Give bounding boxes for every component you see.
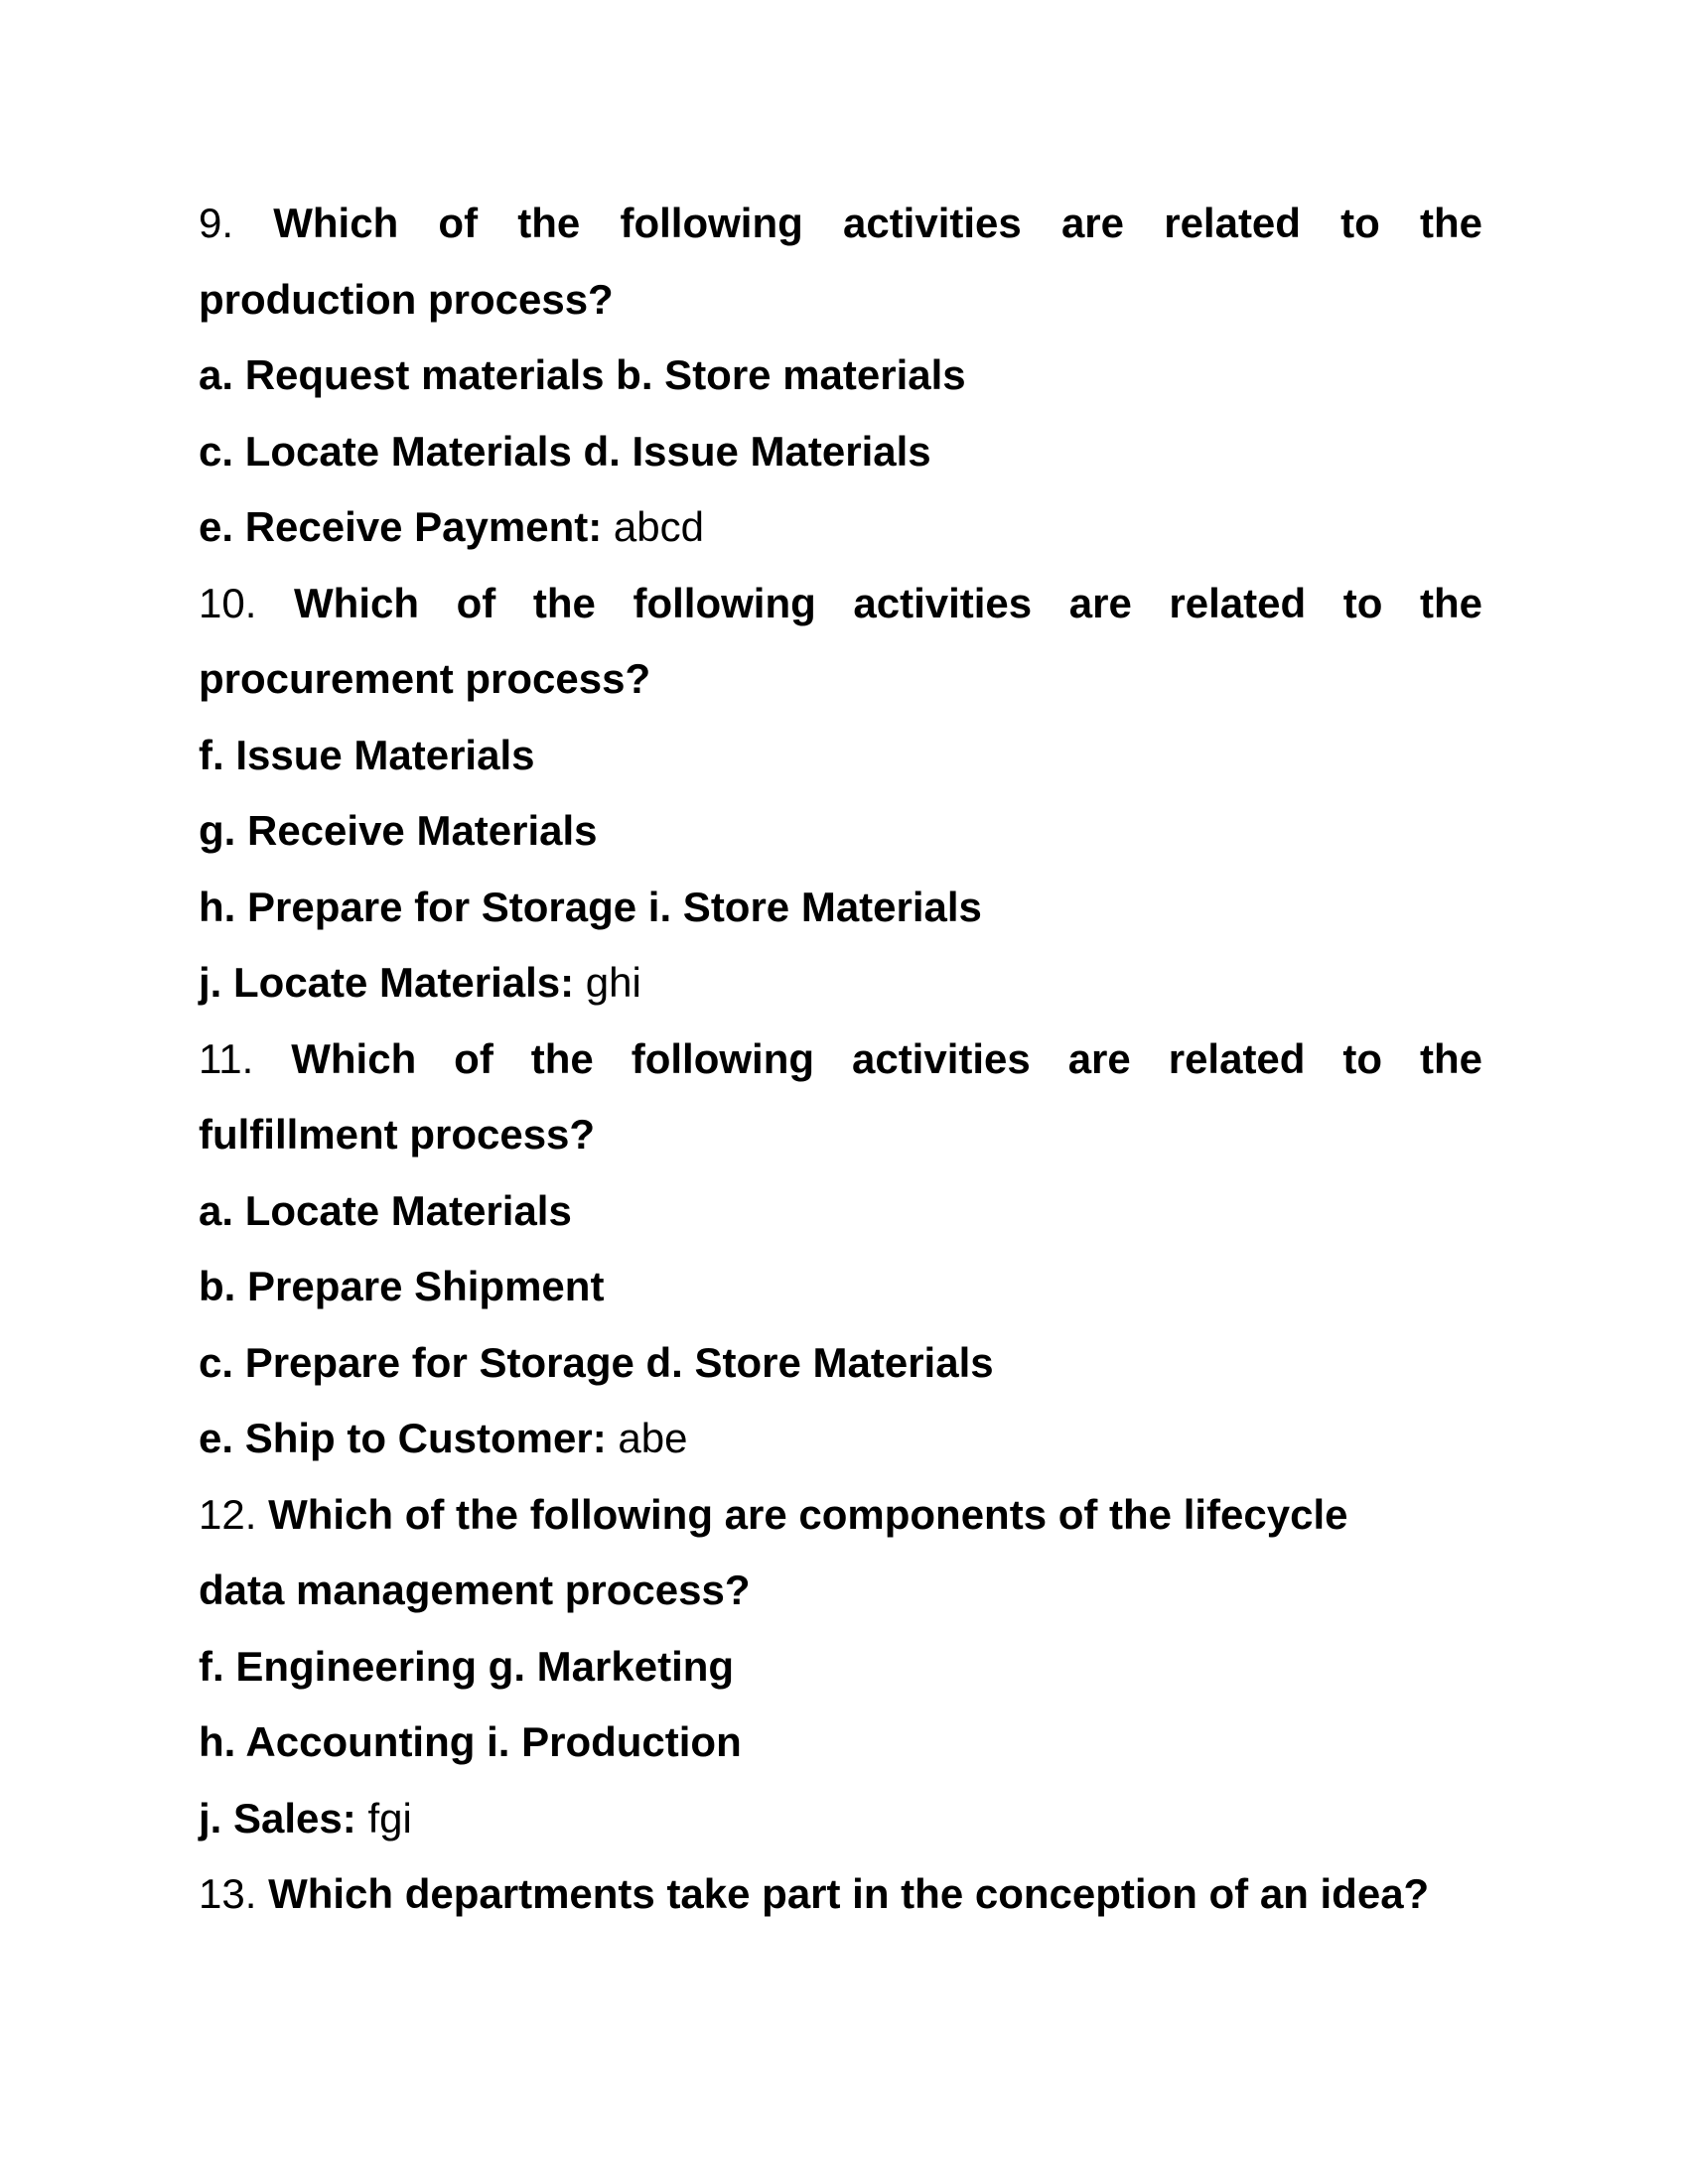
option-line: b. Prepare Shipment: [199, 1263, 605, 1309]
option-line: g. Receive Materials: [199, 807, 598, 854]
option-line: c. Locate Materials d. Issue Materials: [199, 427, 931, 475]
question-number: 12.: [199, 1490, 257, 1538]
question-12-line2: data management process?: [199, 1567, 751, 1613]
answer-line: [199, 954, 1482, 1030]
question-text: Which of the following activities are related to the: [291, 1034, 1483, 1082]
last-option: e. Receive Payment:: [199, 503, 603, 550]
option-line: h. Accounting i. Production: [199, 1718, 742, 1765]
option-line: f. Engineering g. Marketing: [199, 1642, 735, 1690]
answer: abcd: [613, 503, 704, 550]
question-text: Which of the following are components of the lifecycle: [268, 1490, 1348, 1538]
question-number: 9.: [199, 200, 234, 246]
answer-line: [199, 1790, 1482, 1866]
question-number: 10.: [199, 579, 257, 626]
answer-line: [199, 498, 1482, 575]
option-line: a. Locate Materials: [199, 1186, 572, 1234]
question-9-line1: [199, 195, 1482, 271]
question-13-line1: [199, 1865, 1482, 1942]
last-option: j. Locate Materials:: [199, 959, 575, 1006]
document-page: [199, 195, 1482, 1942]
question-11-line2: fulfillment process?: [199, 1111, 596, 1158]
last-option: j. Sales:: [199, 1794, 356, 1842]
question-10-line1: [199, 575, 1482, 651]
option-line: a. Request materials b. Store materials: [199, 351, 966, 398]
question-9-line2: production process?: [199, 275, 614, 323]
last-option: e. Ship to Customer:: [199, 1415, 607, 1461]
option-line: h. Prepare for Storage i. Store Materials: [199, 883, 982, 930]
question-text: Which departments take part in the conception of an idea?: [268, 1870, 1430, 1917]
answer: fgi: [367, 1794, 412, 1842]
question-text: Which of the following activities are related to the: [294, 579, 1483, 626]
question-number: 13.: [199, 1870, 257, 1917]
answer-line: [199, 1410, 1482, 1486]
question-number: 11.: [199, 1034, 254, 1082]
answer: ghi: [585, 959, 641, 1006]
question-12-line1: [199, 1486, 1482, 1563]
answer: abe: [618, 1415, 688, 1461]
option-line: c. Prepare for Storage d. Store Materials: [199, 1338, 994, 1386]
question-10-line2: procurement process?: [199, 655, 651, 702]
question-11-line1: [199, 1030, 1482, 1107]
question-text: Which of the following activities are related to the: [273, 200, 1483, 246]
option-line: f. Issue Materials: [199, 731, 535, 778]
